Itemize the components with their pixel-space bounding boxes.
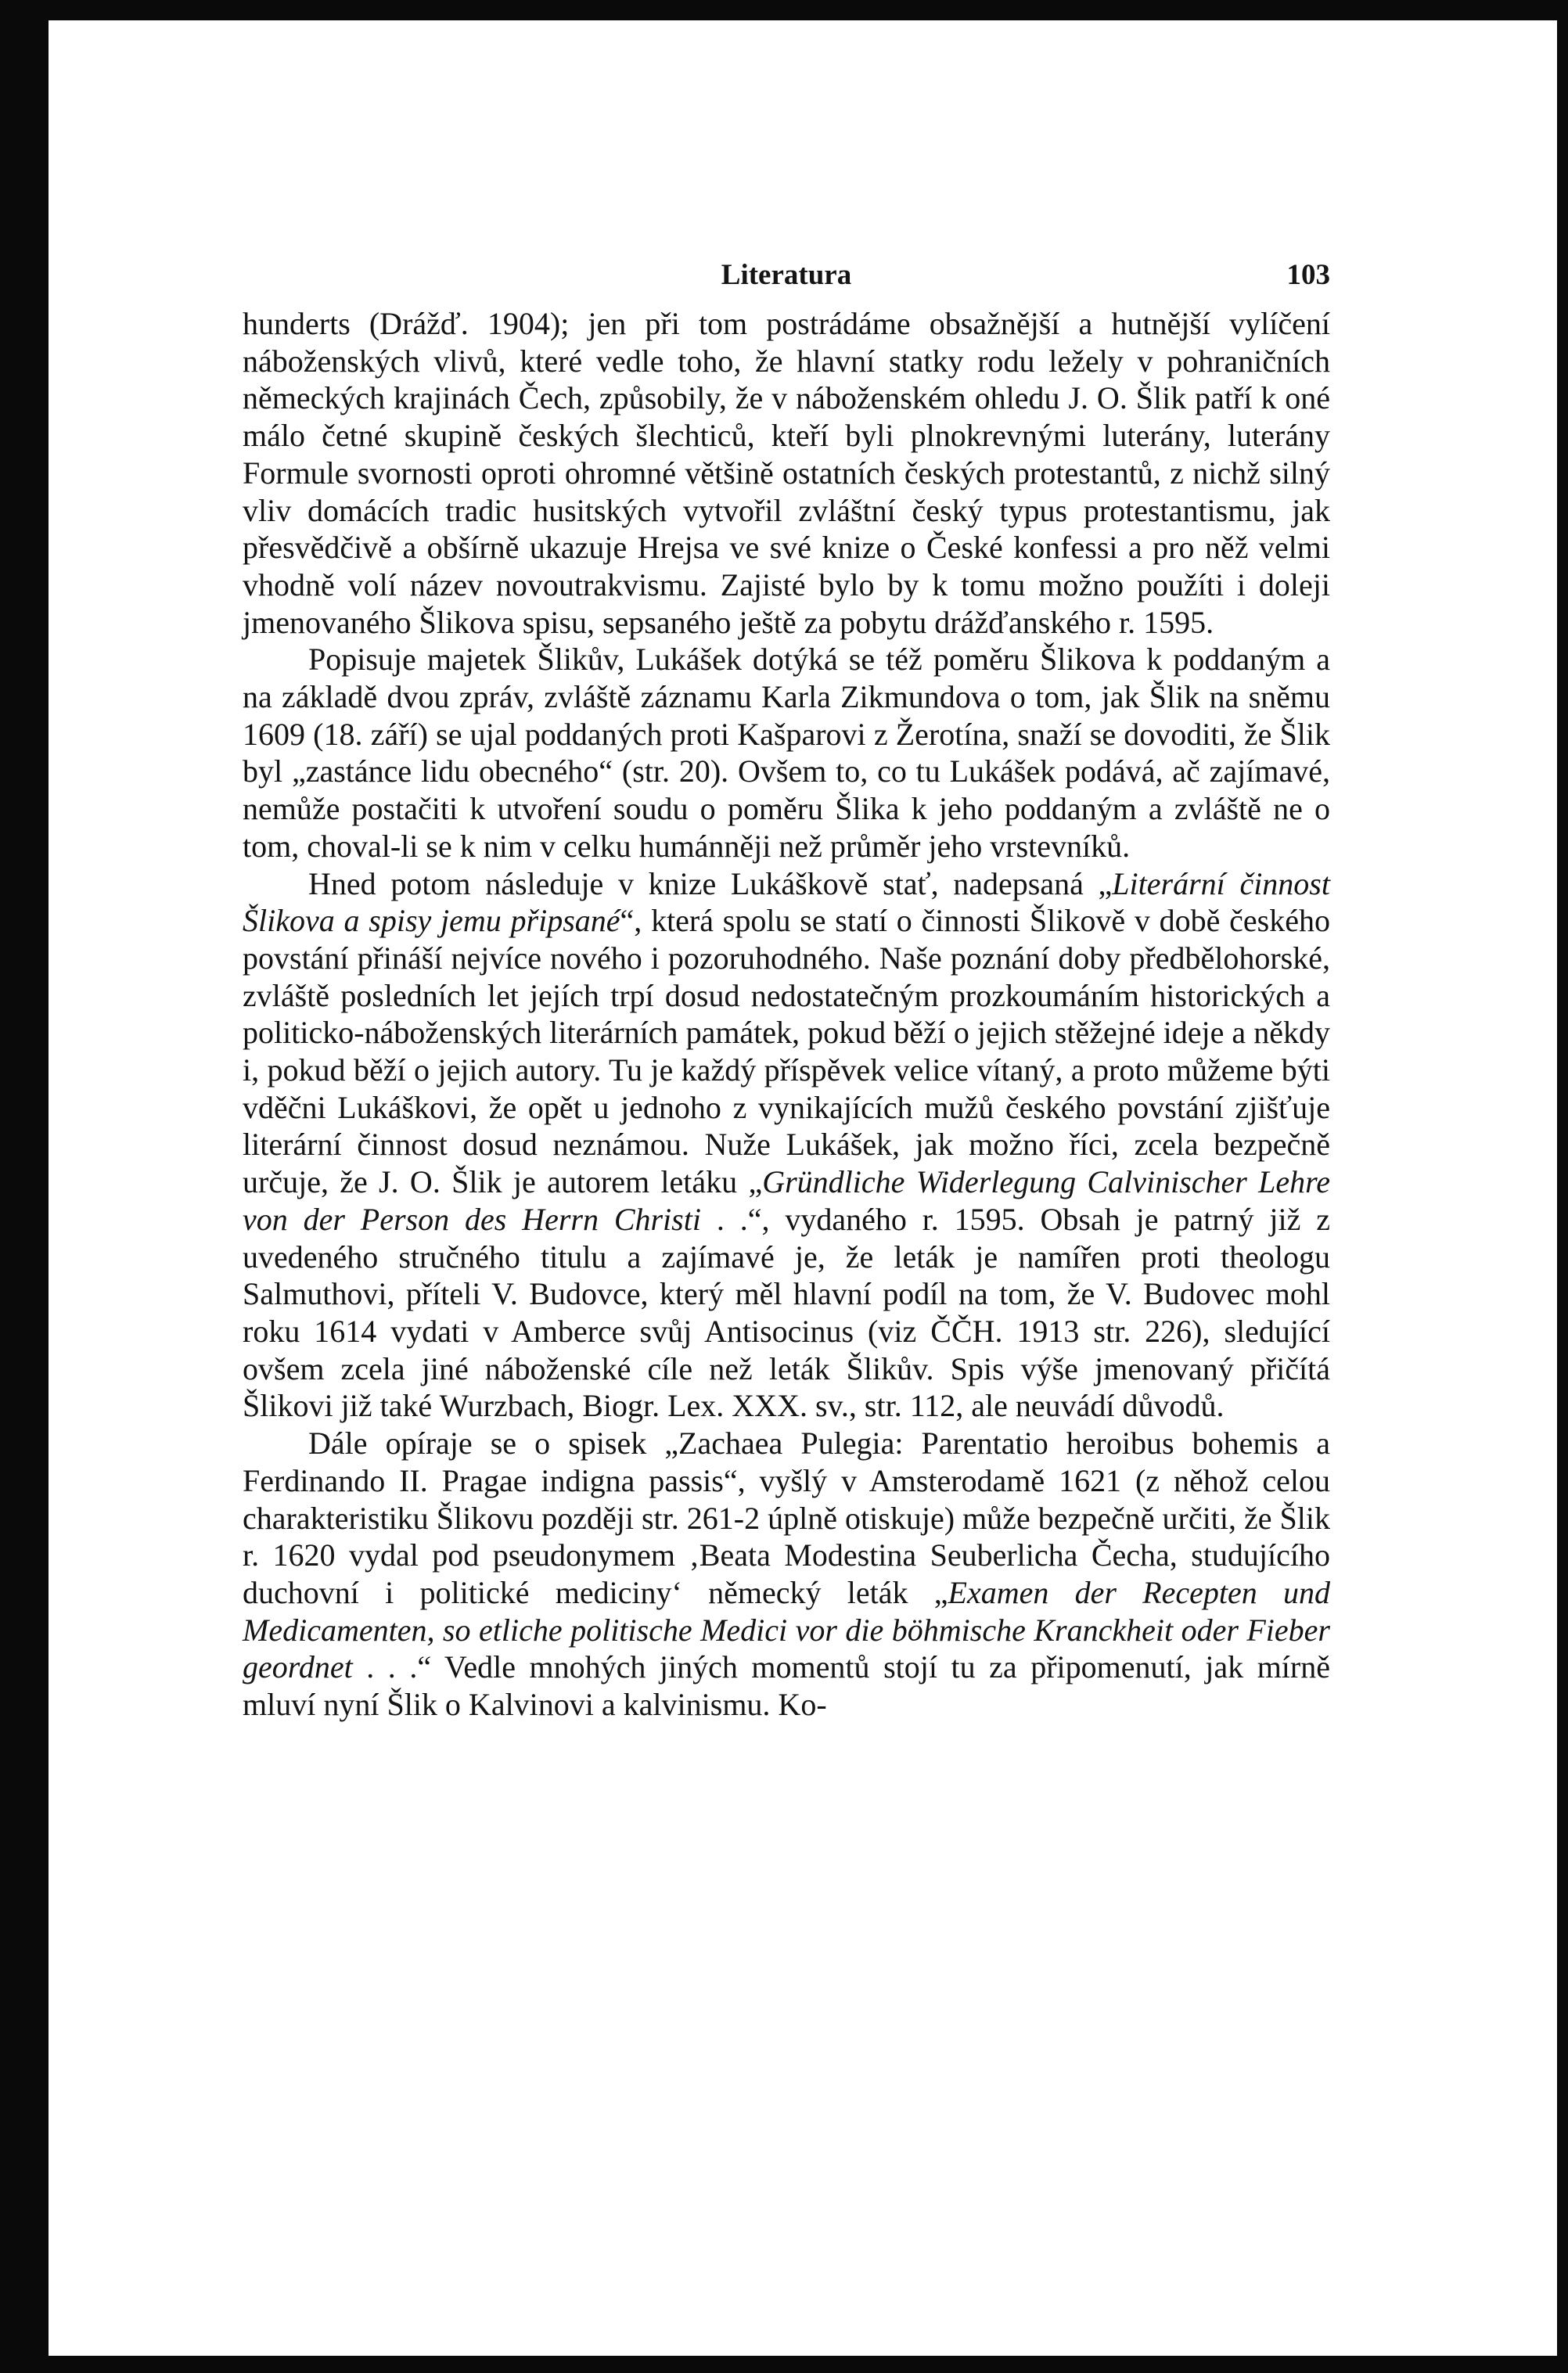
- scan-border-top: [0, 0, 1568, 20]
- paragraph-3-title-grundliche-widerlegung: Gründliche Widerlegung Calvinischer Lehre von der Person des Herrn Christi: [243, 1164, 1330, 1237]
- paragraph-1: [243, 305, 1330, 641]
- paragraph-4-title-examen: Examen der Recepten und Medicamenten, so etliche politische Medici vor die böhmische Kranckheit oder Fieber geordnet: [243, 1574, 1330, 1685]
- paragraph-3-text-a: Hned potom následuje v knize Lukáškově stať, nadepsaná „: [308, 865, 1113, 901]
- running-head: [243, 255, 1330, 305]
- paragraph-2-text: Popisuje majetek Šlikův, Lukášek dotýká se též poměru Šlikova k poddaným a na základě dvou zpráv, zvláště záznamu Karla Zikmundova o tom, jak Šlik na sněmu 1609 (18. září) se ujal poddaných proti Kašparovi z Žerotína, snaží se dovoditi, že Šlik byl „zastánce lidu obecného“ (str. 20). Ovšem to, co tu Lukášek podává, ač zajímavé, nemůže postačiti k utvoření soudu o poměru Šlika k jeho poddaným a zvláště ne o tom, choval-li se k nim v celku humánněji než průměr jeho vrstevníků.: [243, 642, 1330, 864]
- paragraph-3: [243, 865, 1330, 1426]
- paragraph-4-text-a: Dále opíraje se o spisek „Zachaea Pulegia: Parentatio heroibus bohemis a Ferdinando II. Pragae indigna passis“, vyšlý v Amsterodamě 1621 (z něhož celou charakteristiku Šlikovu později str. 261-2 úplně otiskuje) může bezpečně určiti, že Šlik r. 1620 vydal pod pseudonymem ‚Beata Modestina Seuberlicha Čecha, studujícího duchovní i politické mediciny‘ německý leták „: [243, 1426, 1330, 1610]
- paragraph-1-text: hunderts (Drážď. 1904); jen při tom postrádáme obsažnější a hutnější vylíčení náboženských vlivů, které vedle toho, že hlavní statky rodu ležely v pohraničních německých krajinách Čech, způsobily, že v náboženském ohledu J. O. Šlik patří k oné málo četné skupině českých šlechticů, kteří byli plnokrevnými luterány, luterány Formule svornosti oproti ohromné většině ostatních českých protestantů, z nichž silný vliv domácích tradic husitských vytvořil zvláštní český typus protestantismu, jak přesvědčivě a obšírně ukazuje Hrejsa ve své knize o České konfessi a pro něž velmi vhodně volí název novoutrakvismu. Zajisté bylo by k tomu možno použíti i doleji jmenovaného Šlikova spisu, sepsaného ještě za pobytu drážďanského r. 1595.: [243, 306, 1330, 640]
- page-number: 103: [1286, 259, 1330, 291]
- paragraph-3-title-literarni-cinnost: Literární činnost Šlikova a spisy jemu připsané: [243, 865, 1330, 939]
- paragraph-2: [243, 641, 1330, 865]
- body-text: [243, 305, 1330, 1724]
- scan-border-right: [1557, 0, 1568, 2373]
- scan-border-left: [0, 0, 49, 2373]
- paragraph-4-text-b: . . .“ Vedle mnohých jiných momentů stojí tu za připomenutí, jak mírně mluví nyní Šlik o Kalvinovi a kalvinismu. Ko-: [243, 1649, 1330, 1723]
- paragraph-4: [243, 1425, 1330, 1724]
- book-page: [243, 255, 1330, 1724]
- paragraph-3-text-b: “, která spolu se statí o činnosti Šlikově v době českého povstání přináší nejvíce nového i pozoruhodného. Naše poznání doby předbělohorské, zvláště posledních let jejích trpí dosud nedostatečným prozkoumáním historických a politicko-náboženských literárních památek, pokud běží o jejich stěžejné ideje a někdy i, pokud běží o jejich autory. Tu je každý příspěvek velice vítaný, a proto můžeme býti vděčni Lukáškovi, že opět u jednoho z vynikajících mužů českého povstání zjišťuje literární činnost dosud neznámou. Nuže Lukášek, jak možno říci, zcela bezpečně určuje, že J. O. Šlik je autorem letáku „: [243, 903, 1330, 1200]
- running-head-title: Literatura: [721, 259, 852, 291]
- scan-border-bottom: [0, 2356, 1568, 2373]
- paragraph-3-text-c: . .“, vydaného r. 1595. Obsah je patrný již z uvedeného stručného titulu a zajímavé je, že leták je namířen proti theologu Salmuthovi, příteli V. Budovce, který měl hlavní podíl na tom, že V. Budovec mohl roku 1614 vydati v Amberce svůj Antisocinus (viz ČČH. 1913 str. 226), sledující ovšem zcela jiné náboženské cíle než leták Šlikův. Spis výše jmenovaný přičítá Šlikovi již také Wurzbach, Biogr. Lex. XXX. sv., str. 112, ale neuvádí důvodů.: [243, 1201, 1330, 1424]
